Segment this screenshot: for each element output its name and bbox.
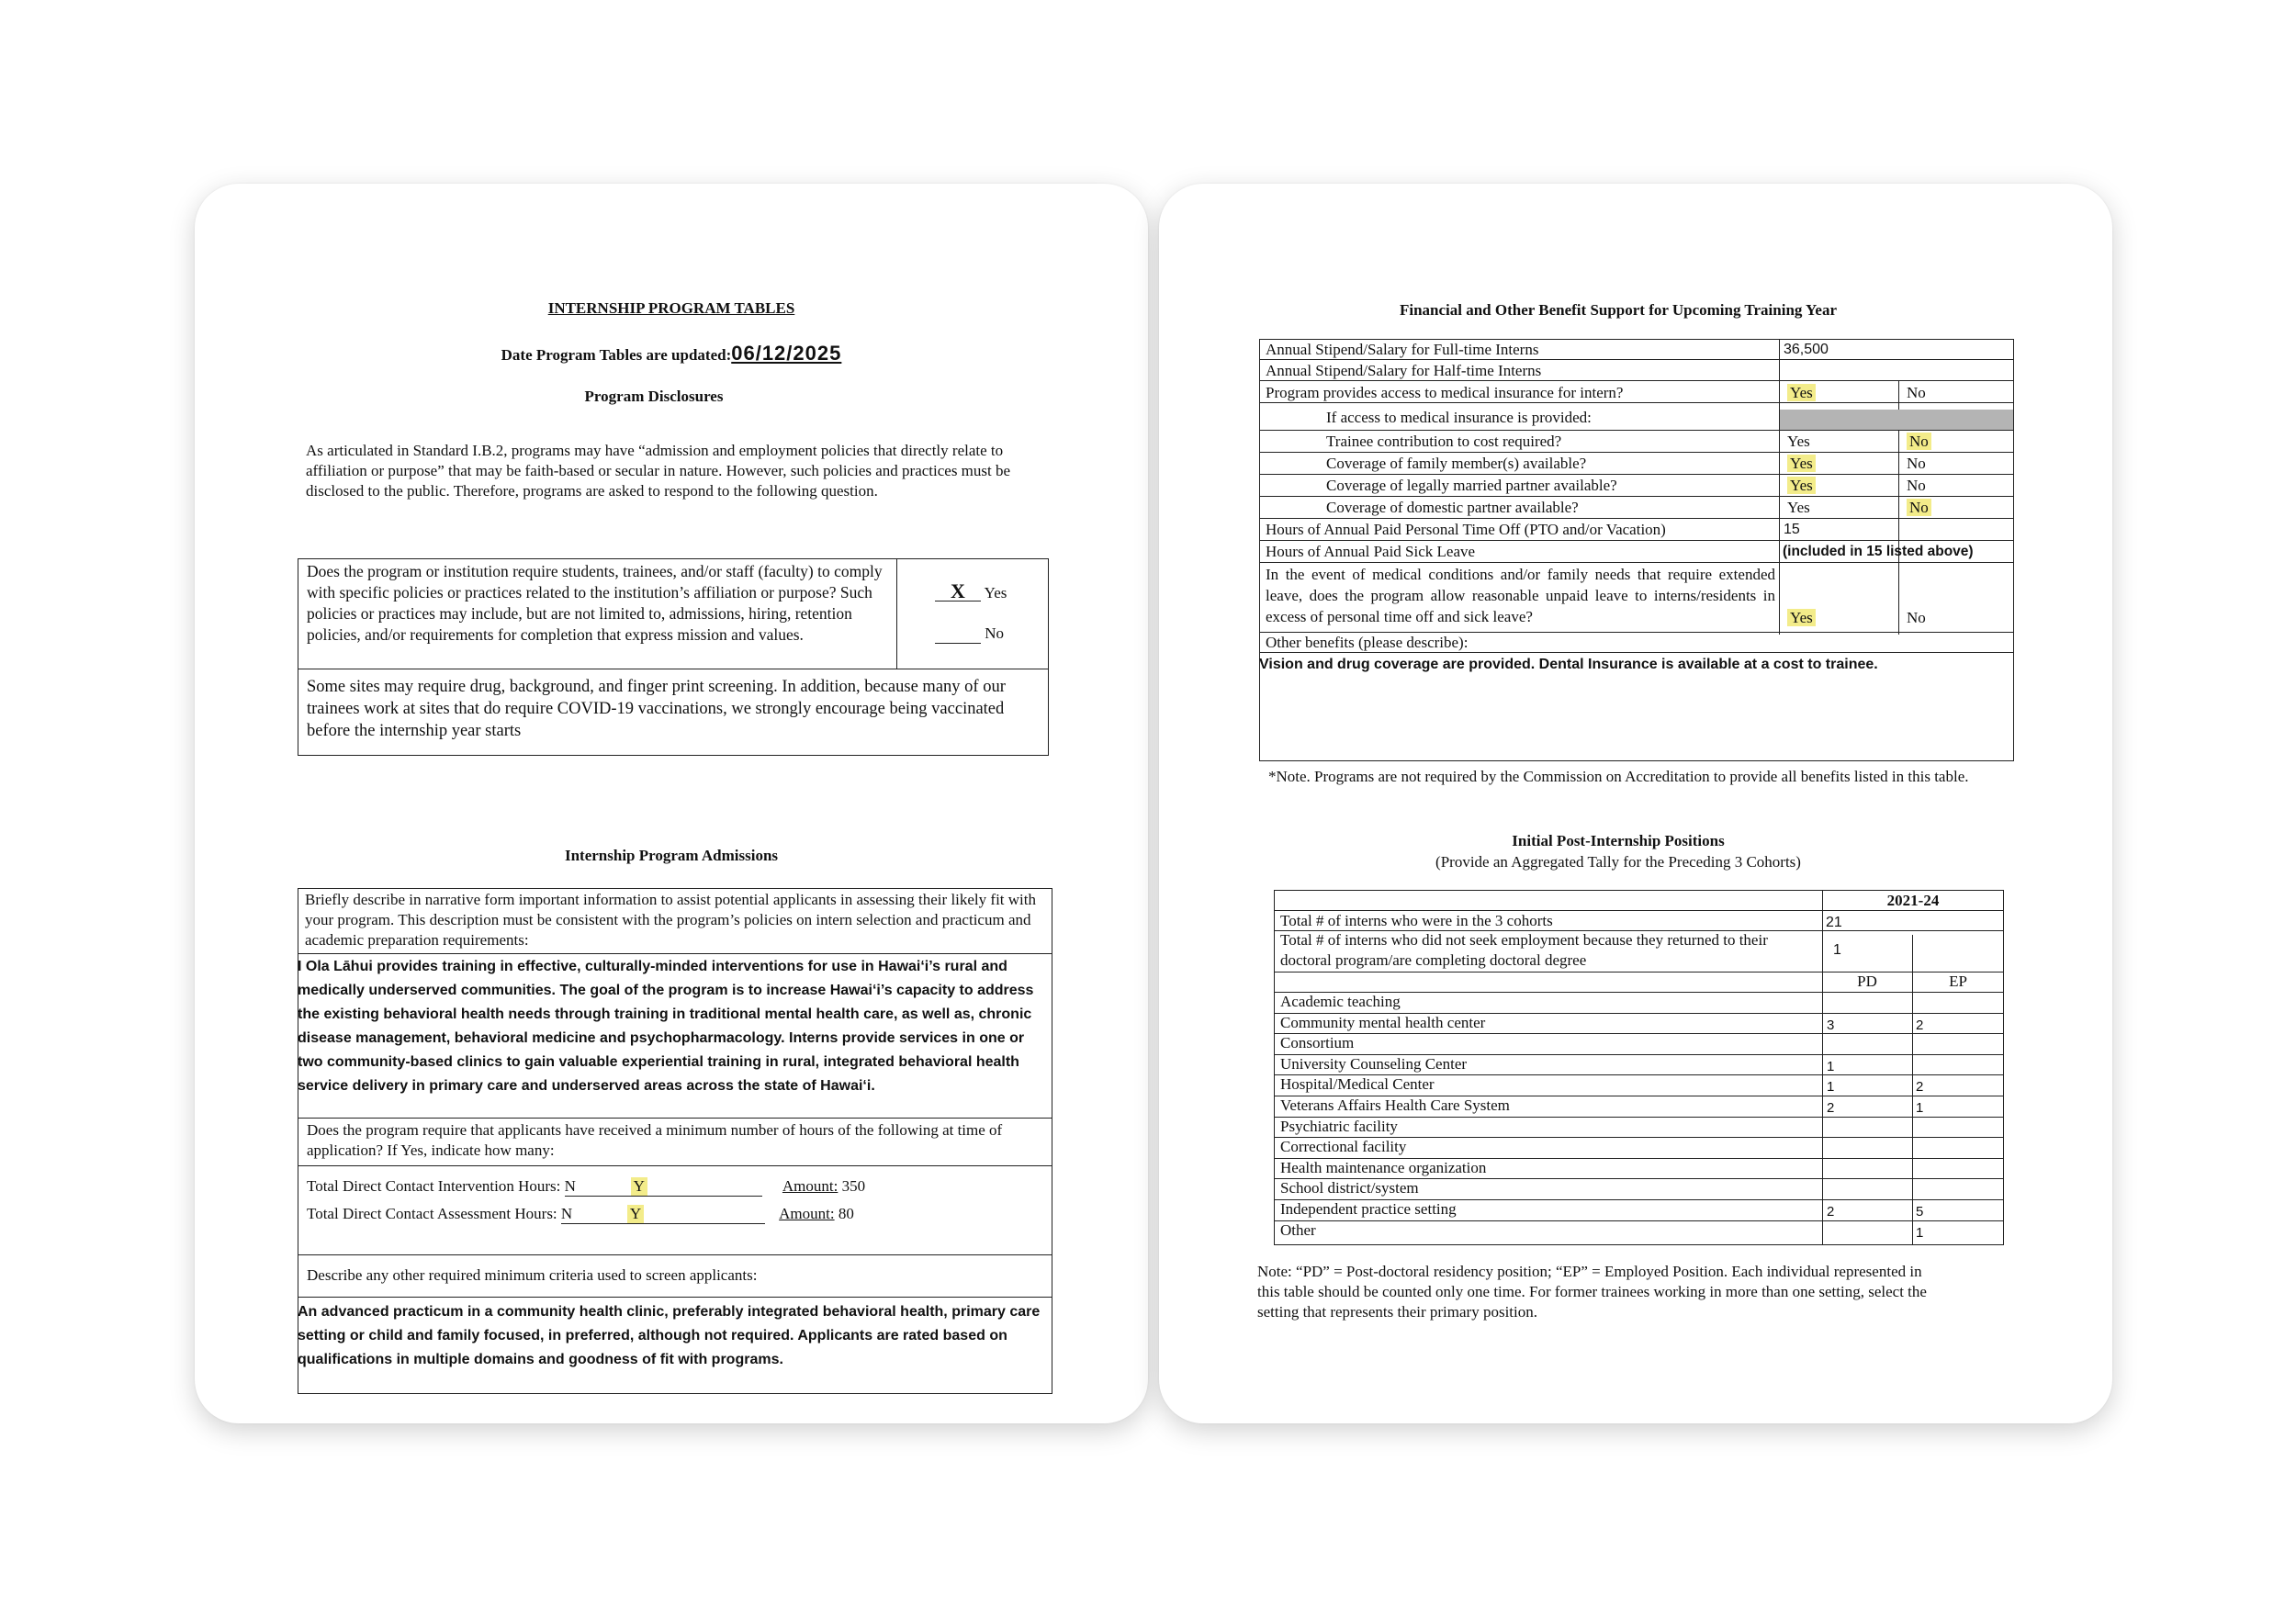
admissions-answer: I Ola Lāhui provides training in effective, culturally-minded interventions for use in Hawai‘i’s rural and medically underserved communities. The goal of the program is to increase Hawai‘i’s capacity to address the existing behavioral health needs through training in traditional mental health care, as well as, chronic disease management, behavioral medicine and psychopharmacology. Interns provide services in one or two community-based clinics to gain valuable experiential training in rural, integrated behavioral health service delivery in primary care and underserved areas across the state of Hawai‘i. bbox=[298, 959, 1034, 1094]
stipend-full-label: Annual Stipend/Salary for Full-time Interns bbox=[1266, 341, 1539, 358]
yes-option bbox=[935, 579, 1007, 602]
medical-label: Program provides access to medical insurance for intern? bbox=[1266, 384, 1624, 401]
hours-row-intervention: Total Direct Contact Intervention Hours: N Y Amount: 350 bbox=[307, 1177, 866, 1195]
married-label: Coverage of legally married partner available? bbox=[1326, 477, 1617, 494]
disclosure-divider bbox=[896, 558, 897, 669]
page-2: Financial and Other Benefit Support for Upcoming Training Year Annual Stipend/Salary for Full-time Interns 36,500 Annual Stipend/Salary for Half-time Interns Program provides access to medical insurance for intern? Yes No If access to medical insurance is provided: Trainee contribution to cost required? Yes No Coverage of family member(s) available? Yes No Coverage of legally married partner available? Yes No Coverage of domestic partner available? Yes No Hours of Annual Paid Personal Time Off (PTO and/or Vacation) 15 Hours of Annual Paid Sick Leave (included in 15 listed above) In the event of medical conditions and/or family needs that require extended leave, does the program allow reasonable unpaid leave to interns/residents in excess of personal time off and sick leave? Yes No Other benefits (please describe): Vision and drug coverage are provided. Dental Insurance is available at a cost to trainee. *Note. Programs are not required by the Commission on Accreditation to provide all benefits listed in this table. Initial Post-Internship Positions (Provide an Aggregated Tally for the Preceding 3 Cohorts) 2021-24 Total # of interns who were in the 3 cohorts 21 Total # of interns who did not seek employment because they returned to their doctoral program/are completing doctoral degree 1 PD EP Academic teaching Community mental health center 3 2 Consortium University Counseling Center 1 Hospital/Medical Center 1 2 Veterans Affairs Health Care System 2 1 Psychiatric facility Correctional facility Health maintenance organization School district/system Independent practice setting 2 5 Other 1 Note: “PD” = Post-doctoral residency position; “EP” = Employed Position. Each individual represented in this table should be counted only one time. For former trainees working in more than one setting, select the setting that represents their primary position. bbox=[1159, 184, 2112, 1423]
tables-title: INTERNSHIP PROGRAM TABLES bbox=[547, 299, 795, 317]
contribution-label: Trainee contribution to cost required? bbox=[1326, 433, 1562, 450]
total-interns-label: Total # of interns who were in the 3 cohorts bbox=[1280, 912, 1553, 929]
not-seeking-value: 1 bbox=[1833, 942, 1841, 958]
date-line bbox=[195, 342, 1148, 365]
row-divider bbox=[1274, 1033, 2004, 1034]
sick-value: (included in 15 listed above) bbox=[1783, 544, 1974, 559]
page-1 bbox=[195, 184, 1148, 1423]
setting-name: Independent practice setting bbox=[1280, 1200, 1457, 1218]
setting-name: Community mental health center bbox=[1280, 1013, 1486, 1031]
positions-note: Note: “PD” = Post-doctoral residency position; “EP” = Employed Position. Each individual represented in this table should be counted only one time. For former trainees working in more than one setting, select the setting that represents their primary position. bbox=[1257, 1263, 1927, 1321]
disclosures-heading: Program Disclosures bbox=[584, 388, 724, 405]
domestic-label: Coverage of domestic partner available? bbox=[1326, 499, 1579, 516]
sick-label: Hours of Annual Paid Sick Leave bbox=[1266, 543, 1476, 560]
no-label: No bbox=[985, 624, 1005, 642]
yes-label: Yes bbox=[984, 584, 1007, 602]
cohort-year: 2021-24 bbox=[1886, 892, 1940, 909]
if-access-label: If access to medical insurance is provided: bbox=[1326, 409, 1592, 426]
setting-name: Consortium bbox=[1280, 1034, 1355, 1052]
setting-ep-count: 2 bbox=[1916, 1079, 1924, 1096]
setting-pd-count: 3 bbox=[1827, 1017, 1835, 1033]
disclosure-answer: Some sites may require drug, background, and finger print screening. In addition, because many of our trainees work at sites that do require COVID-19 vaccinations, we strongly encourage being vaccinated before the internship year starts bbox=[307, 678, 1006, 740]
pd-header: PD bbox=[1857, 973, 1877, 990]
hours-row-assessment: Total Direct Contact Assessment Hours: N Y Amount: 80 bbox=[307, 1205, 854, 1222]
other-criteria-answer: An advanced practicum in a community health clinic, preferably integrated behavioral health, primary care setting or child and family focused, in preferred, although not required. Applicants are rated based on qualifications in multiple domains and goodness of fit with programs. bbox=[298, 1304, 1041, 1367]
setting-ep-count: 1 bbox=[1916, 1224, 1924, 1241]
other-criteria-prompt: Describe any other required minimum criteria used to screen applicants: bbox=[307, 1266, 758, 1284]
family-label: Coverage of family member(s) available? bbox=[1326, 455, 1587, 472]
hours-question: Does the program require that applicants have received a minimum number of hours of the following at time of application? If Yes, indicate how many: bbox=[307, 1121, 1003, 1159]
row-divider bbox=[1274, 1220, 2004, 1221]
stipend-half-label: Annual Stipend/Salary for Half-time Interns bbox=[1266, 362, 1542, 379]
admissions-prompt: Briefly describe in narrative form important information to assist potential applicants in assessing their likely fit with your program. This description must be consistent with the program’s policies on intern selection and practicum and academic preparation requirements: bbox=[305, 891, 1036, 949]
setting-name: Hospital/Medical Center bbox=[1280, 1075, 1435, 1094]
setting-name: Psychiatric facility bbox=[1280, 1117, 1398, 1135]
medical-no: No bbox=[1907, 384, 1926, 401]
date-value: 06/12/2025 bbox=[731, 342, 842, 365]
financial-heading: Financial and Other Benefit Support for Upcoming Training Year bbox=[1399, 301, 1838, 319]
setting-name: Correctional facility bbox=[1280, 1138, 1407, 1156]
disclosure-question: Does the program or institution require students, trainees, and/or staff (faculty) to comply with specific policies or practices related to the institution’s affiliation or purpose? Such policies or practices may include, but are not limited to, admissions, hiring, retention policies, and/or requirements for completion that express mission and values. bbox=[307, 562, 883, 644]
setting-name: Health maintenance organization bbox=[1280, 1158, 1487, 1176]
medical-yes: Yes bbox=[1787, 383, 1816, 403]
other-benefits-value: Vision and drug coverage are provided. Dental Insurance is available at a cost to trainee. bbox=[1259, 657, 1878, 672]
setting-ep-count: 5 bbox=[1916, 1204, 1924, 1220]
pto-value: 15 bbox=[1784, 522, 1800, 537]
setting-pd-count: 1 bbox=[1827, 1058, 1835, 1074]
setting-ep-count: 1 bbox=[1916, 1100, 1924, 1116]
setting-pd-count: 2 bbox=[1827, 1100, 1835, 1116]
setting-pd-count: 2 bbox=[1827, 1204, 1835, 1220]
positions-subheading: (Provide an Aggregated Tally for the Preceding 3 Cohorts) bbox=[1435, 853, 1801, 871]
setting-ep-count: 2 bbox=[1916, 1017, 1924, 1033]
admissions-heading: Internship Program Admissions bbox=[564, 847, 779, 864]
benefits-note: *Note. Programs are not required by the Commission on Accreditation to provide all benefits listed in this table. bbox=[1268, 768, 1969, 785]
date-label: Date Program Tables are updated: bbox=[501, 346, 732, 364]
setting-name: Academic teaching bbox=[1280, 993, 1401, 1010]
pto-label: Hours of Annual Paid Personal Time Off (PTO and/or Vacation) bbox=[1266, 521, 1666, 538]
other-benefits-label: Other benefits (please describe): bbox=[1266, 634, 1469, 651]
setting-pd-count: 1 bbox=[1827, 1079, 1835, 1096]
setting-name: School district/system bbox=[1280, 1179, 1419, 1197]
setting-name: Other bbox=[1280, 1220, 1316, 1239]
leave-label: In the event of medical conditions and/or family needs that require extended leave, does the program allow reasonable unpaid leave to interns/residents in excess of personal time off and sick leave? bbox=[1266, 566, 1775, 625]
not-seeking-label: Total # of interns who did not seek employment because they returned to their doctoral program/are completing doctoral degree bbox=[1280, 931, 1768, 969]
total-interns-value: 21 bbox=[1826, 915, 1842, 930]
positions-heading: Initial Post-Internship Positions bbox=[1512, 832, 1725, 849]
shaded-cell bbox=[1780, 410, 2013, 430]
disclosures-intro: As articulated in Standard I.B.2, programs may have “admission and employment policies that directly relate to affiliation or purpose” that may be faith-based or secular in nature. However, such policies and practices must be disclosed to the public. Therefore, programs are asked to respond to the following question. bbox=[306, 442, 1011, 500]
no-option bbox=[935, 624, 1004, 644]
yes-mark: X bbox=[935, 582, 981, 602]
stipend-full-value: 36,500 bbox=[1784, 342, 1829, 357]
setting-name: Veterans Affairs Health Care System bbox=[1280, 1096, 1510, 1114]
ep-header: EP bbox=[1949, 973, 1967, 990]
setting-name: University Counseling Center bbox=[1280, 1054, 1468, 1073]
